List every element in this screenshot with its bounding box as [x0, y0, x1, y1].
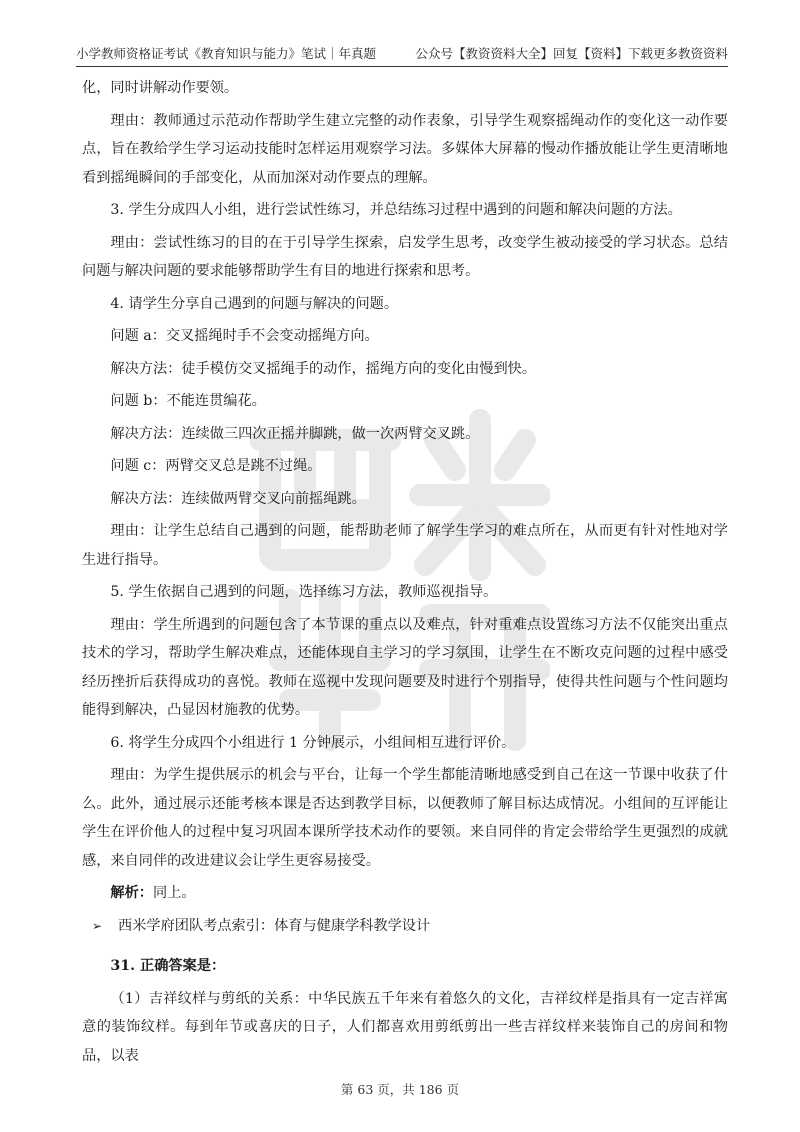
paragraph: 问题 b：不能连贯编花。 [110, 393, 266, 409]
paragraph: 理由：学生所遇到的问题包含了本节课的重点以及难点，针对重难点设置练习方法不仅能突出重点技术的学习，帮助学生解决难点，还能体现自主学习的学习氛围，让学生在不断攻克问题的过程中感受经历挫折后获得成功的喜悦。教师在巡视中发现问题要及时进行个别指导，使得共性问题与个性问题均能得到解决，凸显因材施教的优势。 [82, 616, 728, 718]
analysis-line [82, 879, 728, 908]
paragraph: 理由：让学生总结自己遇到的问题，能帮助老师了解学生学习的难点所在，从而更有针对性地对学生进行指导。 [82, 523, 728, 568]
paragraph: 理由：为学生提供展示的机会与平台，让每一个学生都能清晰地感受到自己在这一节课中收获了什么。此外，通过展示还能考核本课是否达到教学目标，以便教师了解目标达成情况。小组间的互评能让学生在评价他人的过程中复习巩固本课所学技术动作的要领。来自同伴的肯定会带给学生更强烈的成就感，来自同伴的改进建议会让学生更容易接受。 [82, 767, 728, 869]
index-bullet [82, 912, 728, 941]
header-title: 小学教师资格证考试《教育知识与能力》笔试｜年真题 [76, 46, 377, 61]
paragraph: 化，同时讲解动作要领。 [82, 80, 239, 96]
paragraph: 5. 学生依据自己遇到的问题，选择练习方法，教师巡视指导。 [110, 584, 498, 600]
analysis-text: 同上。 [152, 885, 196, 901]
question-heading: 31. 正确答案是： [110, 958, 226, 974]
paragraph: 问题 c：两臂交叉总是跳不过绳。 [110, 458, 322, 474]
paragraph: 3. 学生分成四人小组，进行尝试性练习，并总结练习过程中遇到的问题和解决问题的方法。 [110, 202, 682, 218]
paragraph: 解决方法：连续做两臂交叉向前摇绳跳。 [110, 490, 366, 507]
paragraph: 问题 a：交叉摇绳时手不会变动摇绳方向。 [110, 328, 379, 344]
paragraph: 6. 将学生分成四个小组进行 1 分钟展示，小组间相互进行评价。 [110, 734, 516, 751]
paragraph: 4. 请学生分享自己遇到的问题与解决的问题。 [110, 295, 399, 312]
paragraph: 理由：尝试性练习的目的在于引导学生探索，启发学生思考，改变学生被动接受的学习状态。总结问题与解决问题的要求能够帮助学生有目的地进行探索和思考。 [82, 234, 728, 279]
page-header [76, 44, 728, 67]
page-number: 第 63 页，共 186 页 [340, 1082, 460, 1097]
index-text: 西米学府团队考点索引：体育与健康学科教学设计 [118, 917, 431, 934]
paragraph: 解决方法：连续做三四次正摇并脚跳，做一次两臂交叉跳。 [110, 425, 480, 442]
page-content [82, 74, 728, 1074]
paragraph: 理由：教师通过示范动作帮助学生建立完整的动作表象，引导学生观察摇绳动作的变化这一动作要点，旨在教给学生学习运动技能时怎样运用观察学习法。多媒体大屏幕的慢动作播放能让学生更清晰地看到摇绳瞬间的手部变化，从而加深对动作要点的理解。 [82, 112, 728, 186]
paragraph: （1）吉祥纹样与剪纸的关系：中华民族五千年来有着悠久的文化，吉祥纹样是指具有一定吉祥寓意的装饰纹样。每到年节或喜庆的日子，人们都喜欢用剪纸剪出一些吉祥纹样来装饰自己的房间和物品，以表 [82, 990, 728, 1064]
header-promo: 公众号【教资资料大全】回复【资料】下载更多教资资料 [415, 46, 728, 61]
paragraph: 解决方法：徒手模仿交叉摇绳手的动作，摇绳方向的变化由慢到快。 [110, 360, 537, 377]
analysis-label: 解析： [110, 885, 153, 901]
arrow-bullet-icon: ➢ [92, 918, 103, 933]
